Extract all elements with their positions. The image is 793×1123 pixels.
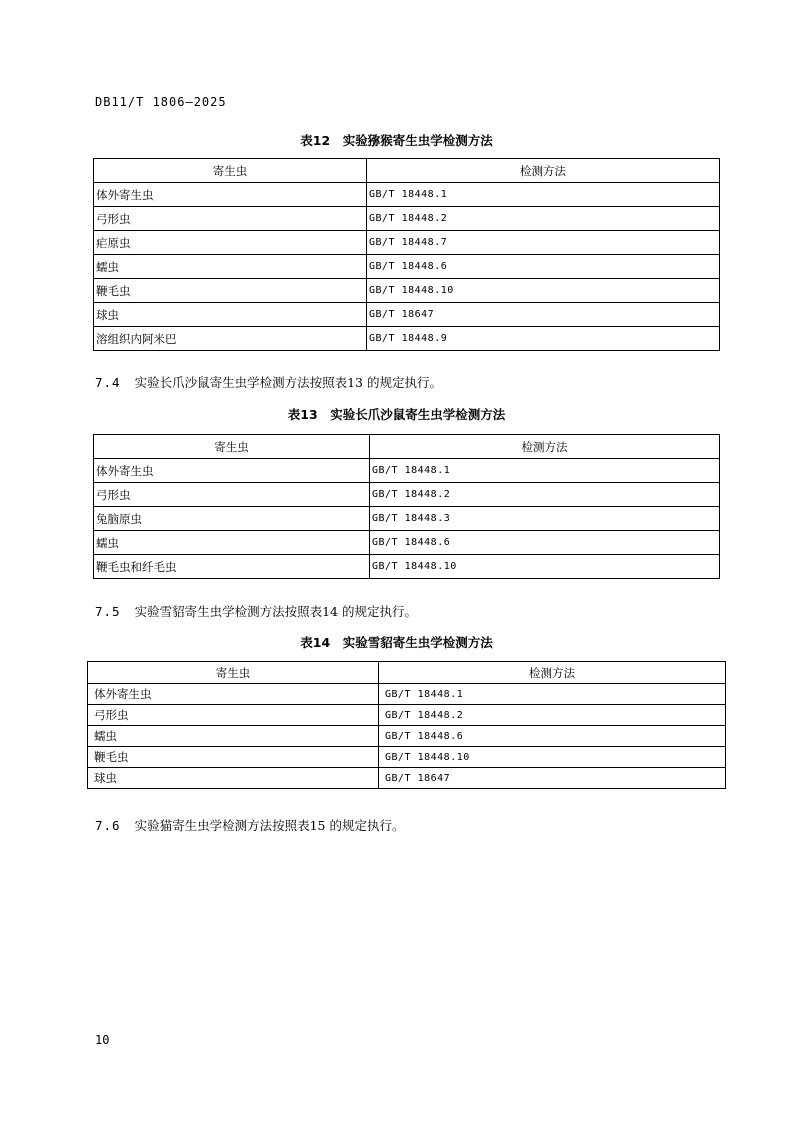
method-cell: GB/T 18647 (367, 303, 720, 327)
method-cell: GB/T 18448.10 (370, 555, 720, 579)
table-row (88, 747, 726, 768)
parasite-cell: 鞭毛虫 (88, 747, 379, 768)
parasite-cell: 兔脑原虫 (94, 507, 370, 531)
parasite-cell: 球虫 (88, 768, 379, 789)
clause-text: 实验长爪沙鼠寄生虫学检测方法按照表13 的规定执行。 (134, 375, 442, 390)
method-cell: GB/T 18448.1 (367, 183, 720, 207)
table-row (94, 255, 720, 279)
clause-text: 实验猫寄生虫学检测方法按照表15 的规定执行。 (134, 818, 405, 833)
table-row (94, 183, 720, 207)
table-12-caption: 表12 实验猕猴寄生虫学检测方法 (300, 133, 493, 148)
column-header-parasite: 寄生虫 (94, 435, 370, 459)
table-row (94, 279, 720, 303)
clause-number: 7.4 (95, 375, 121, 390)
method-cell: GB/T 18448.10 (379, 747, 726, 768)
method-cell: GB/T 18448.7 (367, 231, 720, 255)
method-cell: GB/T 18448.2 (370, 483, 720, 507)
method-cell: GB/T 18448.6 (367, 255, 720, 279)
table-row (94, 303, 720, 327)
table-row (94, 207, 720, 231)
method-cell: GB/T 18647 (379, 768, 726, 789)
column-header-parasite: 寄生虫 (94, 159, 367, 183)
column-header-method: 检测方法 (379, 662, 726, 684)
table-row (88, 768, 726, 789)
method-cell: GB/T 18448.1 (379, 684, 726, 705)
table-row (88, 726, 726, 747)
clause-7-5 (95, 602, 417, 620)
clause-text: 实验雪貂寄生虫学检测方法按照表14 的规定执行。 (134, 604, 417, 619)
parasite-cell: 体外寄生虫 (94, 183, 367, 207)
parasite-cell: 弓形虫 (88, 705, 379, 726)
method-cell: GB/T 18448.6 (370, 531, 720, 555)
parasite-cell: 弓形虫 (94, 483, 370, 507)
table-row (94, 231, 720, 255)
table-row (88, 705, 726, 726)
parasite-cell: 体外寄生虫 (88, 684, 379, 705)
method-cell: GB/T 18448.9 (367, 327, 720, 351)
document-code-header: DB11/T 1806—2025 (95, 95, 227, 109)
method-cell: GB/T 18448.2 (379, 705, 726, 726)
parasite-cell: 蠕虫 (94, 531, 370, 555)
method-cell: GB/T 18448.10 (367, 279, 720, 303)
parasite-cell: 体外寄生虫 (94, 459, 370, 483)
clause-7-6 (95, 816, 404, 834)
clause-number: 7.5 (95, 604, 121, 619)
table-14-caption: 表14 实验雪貂寄生虫学检测方法 (300, 635, 493, 650)
clause-number: 7.6 (95, 818, 121, 833)
parasite-cell: 鞭毛虫 (94, 279, 367, 303)
table-row (94, 531, 720, 555)
clause-7-4 (95, 373, 442, 391)
method-cell: GB/T 18448.6 (379, 726, 726, 747)
table-header-row (94, 159, 720, 183)
table-13-caption: 表13 实验长爪沙鼠寄生虫学检测方法 (287, 407, 506, 422)
table-13 (93, 434, 720, 579)
column-header-method: 检测方法 (370, 435, 720, 459)
parasite-cell: 球虫 (94, 303, 367, 327)
method-cell: GB/T 18448.2 (367, 207, 720, 231)
parasite-cell: 疟原虫 (94, 231, 367, 255)
parasite-cell: 弓形虫 (94, 207, 367, 231)
method-cell: GB/T 18448.3 (370, 507, 720, 531)
table-row (94, 483, 720, 507)
column-header-parasite: 寄生虫 (88, 662, 379, 684)
parasite-cell: 溶组织内阿米巴 (94, 327, 367, 351)
parasite-cell: 蠕虫 (88, 726, 379, 747)
table-14 (87, 661, 726, 789)
column-header-method: 检测方法 (367, 159, 720, 183)
parasite-cell: 鞭毛虫和纤毛虫 (94, 555, 370, 579)
parasite-cell: 蠕虫 (94, 255, 367, 279)
table-header-row (94, 435, 720, 459)
table-row (94, 507, 720, 531)
table-row (94, 459, 720, 483)
table-header-row (88, 662, 726, 684)
method-cell: GB/T 18448.1 (370, 459, 720, 483)
table-row (88, 684, 726, 705)
page-number: 10 (95, 1033, 110, 1047)
table-12 (93, 158, 720, 351)
table-row (94, 327, 720, 351)
table-row (94, 555, 720, 579)
